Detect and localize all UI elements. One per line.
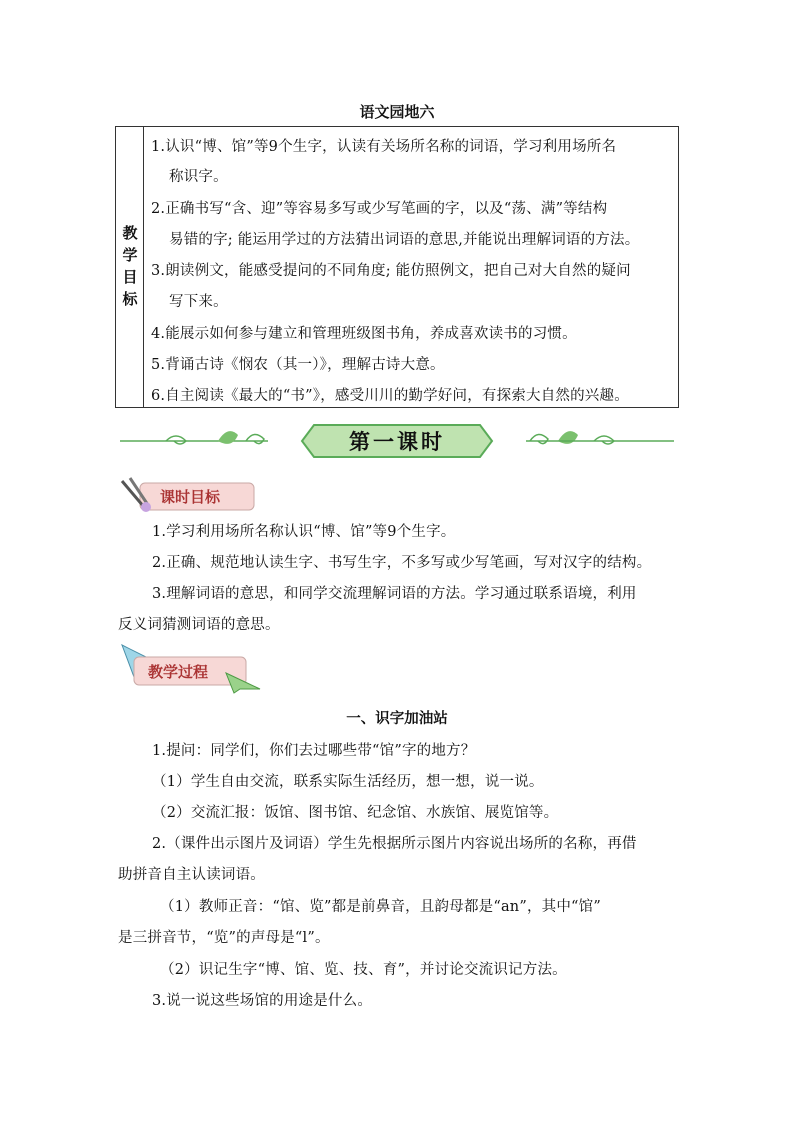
- section-heading: 一、识字加油站: [346, 710, 448, 727]
- banner-text: 第一课时: [349, 430, 445, 454]
- right-swirl-icon: [594, 436, 614, 444]
- right-leaf-icon: [558, 431, 578, 444]
- left-leaf-icon: [218, 431, 238, 444]
- lesson-goal-line: 反义词猜测词语的意思。: [118, 617, 280, 633]
- goal-line: 2.正确书写“含、迎”等容易多写或少写笔画的字，以及“荡、满”等结构: [151, 201, 608, 217]
- process-line: （1）学生自由交流，联系实际生活经历，想一想，说一说。: [152, 774, 544, 790]
- goal-line: 4.能展示如何参与建立和管理班级图书角，养成喜欢读书的习惯。: [151, 326, 577, 342]
- left-swirl-icon: [166, 436, 186, 444]
- goal-line: 5.背诵古诗《悯农（其一）》，理解古诗大意。: [151, 357, 445, 373]
- goal-line: 易错的字; 能运用学过的方法猜出词语的意思,并能说出理解词语的方法。: [169, 232, 640, 248]
- lesson-banner: [118, 420, 676, 462]
- goals-table-header-cell: [116, 127, 144, 407]
- teaching-process-badge: [118, 643, 263, 695]
- goals-table-header: 教学目标: [122, 224, 138, 308]
- process-line: 助拼音自主认读词语。: [118, 867, 265, 883]
- process-line: 1.提问：同学们，你们去过哪些带“馆”字的地方？: [152, 743, 476, 759]
- process-line: 2.（课件出示图片及词语）学生先根据所示图片内容说出场所的名称，再借: [152, 836, 637, 852]
- badge-label: 教学过程: [148, 663, 209, 681]
- right-curl-icon: [530, 434, 548, 443]
- goal-line: 3.朗读例文，能感受提问的不同角度; 能仿照例文，把自己对大自然的疑问: [151, 263, 631, 279]
- goal-line: 写下来。: [169, 294, 228, 310]
- goal-line: 1.认识“博、馆”等9个生字，认读有关场所名称的词语，学习利用场所名: [151, 139, 617, 155]
- lesson-goal-line: 1.学习利用场所名称认识“博、馆”等9个生字。: [152, 524, 456, 540]
- left-curl-icon: [246, 434, 264, 443]
- lesson-goal-line: 2.正确、规范地认读生字、书写生字，不多写或少写笔画，写对汉字的结构。: [152, 555, 652, 571]
- process-line: （1）教师正音：“馆、览”都是前鼻音，且韵母都是“an”，其中“馆”: [160, 899, 601, 915]
- lesson-goals-badge: [118, 475, 258, 515]
- badge-label: 课时目标: [160, 488, 221, 506]
- process-line: 3.说一说这些场馆的用途是什么。: [152, 993, 373, 1009]
- goal-line: 称识字。: [169, 169, 228, 185]
- page-title: 语文园地六: [359, 103, 435, 121]
- teaching-goals-table: [115, 126, 679, 408]
- process-line: （2）交流汇报：饭馆、图书馆、纪念馆、水族馆、展览馆等。: [152, 805, 559, 821]
- process-line: 是三拼音节，“览”的声母是“l”。: [118, 930, 330, 946]
- lesson-goal-line: 3.理解词语的意思，和同学交流理解词语的方法。学习通过联系语境，利用: [152, 586, 637, 602]
- goal-line: 6.自主阅读《最大的“书”》，感受川川的勤学好问，有探索大自然的兴趣。: [151, 388, 629, 404]
- process-line: （2）识记生字“博、馆、览、技、育”，并讨论交流识记方法。: [160, 962, 567, 978]
